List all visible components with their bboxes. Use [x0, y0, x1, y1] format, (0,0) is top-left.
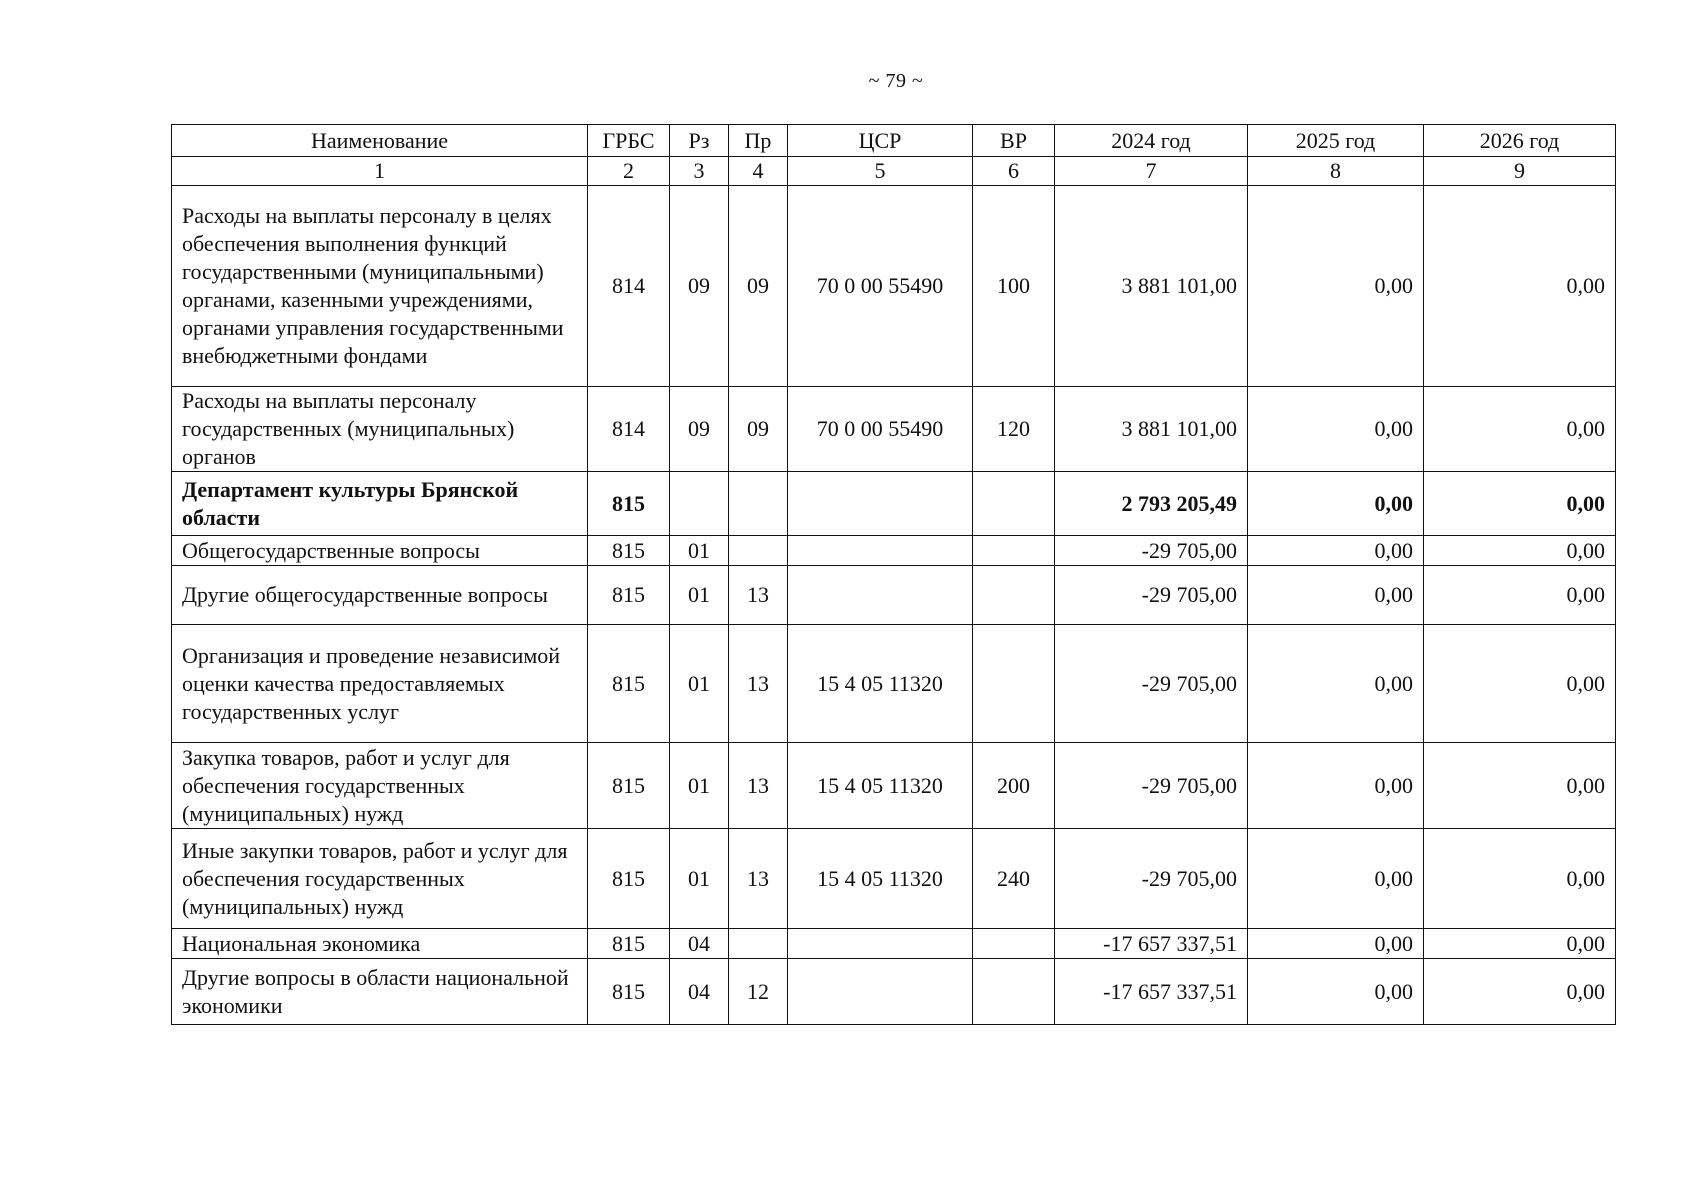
rz-cell: 09 [670, 387, 729, 472]
grbs-cell: 815 [588, 472, 670, 536]
rz-cell: 01 [670, 743, 729, 829]
grbs-cell: 815 [588, 829, 670, 929]
header-cell: ЦСР [788, 125, 973, 157]
row-name: Другие вопросы в области национальной экономики [172, 959, 588, 1025]
amount-2026: 0,00 [1424, 387, 1616, 472]
amount-2024: 3 881 101,00 [1055, 186, 1248, 387]
csr-cell: 70 0 00 55490 [788, 186, 973, 387]
table-row [172, 929, 1616, 959]
vr-cell: 200 [973, 743, 1055, 829]
rz-cell: 01 [670, 536, 729, 566]
csr-cell: 15 4 05 11320 [788, 829, 973, 929]
rz-cell: 09 [670, 186, 729, 387]
grbs-cell: 815 [588, 743, 670, 829]
header-row [172, 125, 1616, 157]
pr-cell: 13 [729, 566, 788, 625]
amount-2024: -17 657 337,51 [1055, 929, 1248, 959]
budget-table [171, 124, 1616, 1025]
amount-2025: 0,00 [1248, 625, 1424, 743]
csr-cell [788, 929, 973, 959]
table-row [172, 625, 1616, 743]
amount-2024: -29 705,00 [1055, 566, 1248, 625]
column-number: 2 [588, 157, 670, 186]
vr-cell [973, 625, 1055, 743]
vr-cell: 240 [973, 829, 1055, 929]
pr-cell: 13 [729, 829, 788, 929]
column-number-row [172, 157, 1616, 186]
amount-2025: 0,00 [1248, 829, 1424, 929]
amount-2024: -29 705,00 [1055, 829, 1248, 929]
column-number: 4 [729, 157, 788, 186]
grbs-cell: 814 [588, 387, 670, 472]
pr-cell: 09 [729, 186, 788, 387]
amount-2024: -17 657 337,51 [1055, 959, 1248, 1025]
table-row [172, 743, 1616, 829]
amount-2024: 2 793 205,49 [1055, 472, 1248, 536]
amount-2026: 0,00 [1424, 536, 1616, 566]
amount-2026: 0,00 [1424, 929, 1616, 959]
pr-cell [729, 472, 788, 536]
column-number: 6 [973, 157, 1055, 186]
vr-cell: 120 [973, 387, 1055, 472]
rz-cell: 04 [670, 929, 729, 959]
header-cell: Рз [670, 125, 729, 157]
table-row [172, 566, 1616, 625]
amount-2025: 0,00 [1248, 959, 1424, 1025]
page-number: ~ 79 ~ [868, 70, 924, 92]
table-row [172, 959, 1616, 1025]
row-name: Закупка товаров, работ и услуг для обеспечения государственных (муниципальных) нужд [172, 743, 588, 829]
pr-cell: 12 [729, 959, 788, 1025]
csr-cell: 15 4 05 11320 [788, 743, 973, 829]
csr-cell [788, 536, 973, 566]
vr-cell [973, 566, 1055, 625]
row-name: Организация и проведение независимой оценки качества предоставляемых государственных услуг [172, 625, 588, 743]
rz-cell [670, 472, 729, 536]
table-row [172, 472, 1616, 536]
column-number: 3 [670, 157, 729, 186]
pr-cell: 09 [729, 387, 788, 472]
table-row [172, 829, 1616, 929]
grbs-cell: 815 [588, 566, 670, 625]
table-row [172, 186, 1616, 387]
csr-cell [788, 566, 973, 625]
amount-2026: 0,00 [1424, 829, 1616, 929]
csr-cell [788, 959, 973, 1025]
amount-2026: 0,00 [1424, 743, 1616, 829]
csr-cell: 70 0 00 55490 [788, 387, 973, 472]
row-name: Иные закупки товаров, работ и услуг для обеспечения государственных (муниципальных) нужд [172, 829, 588, 929]
amount-2026: 0,00 [1424, 959, 1616, 1025]
pr-cell [729, 536, 788, 566]
rz-cell: 01 [670, 625, 729, 743]
column-number: 1 [172, 157, 588, 186]
amount-2025: 0,00 [1248, 743, 1424, 829]
vr-cell [973, 959, 1055, 1025]
column-number: 5 [788, 157, 973, 186]
vr-cell: 100 [973, 186, 1055, 387]
column-number: 7 [1055, 157, 1248, 186]
amount-2025: 0,00 [1248, 566, 1424, 625]
row-name: Общегосударственные вопросы [172, 536, 588, 566]
amount-2024: -29 705,00 [1055, 536, 1248, 566]
amount-2026: 0,00 [1424, 566, 1616, 625]
amount-2025: 0,00 [1248, 387, 1424, 472]
header-cell: ГРБС [588, 125, 670, 157]
csr-cell [788, 472, 973, 536]
grbs-cell: 815 [588, 625, 670, 743]
rz-cell: 04 [670, 959, 729, 1025]
pr-cell [729, 929, 788, 959]
vr-cell [973, 536, 1055, 566]
header-cell: Наименование [172, 125, 588, 157]
amount-2026: 0,00 [1424, 625, 1616, 743]
grbs-cell: 814 [588, 186, 670, 387]
grbs-cell: 815 [588, 959, 670, 1025]
amount-2025: 0,00 [1248, 536, 1424, 566]
row-name: Другие общегосударственные вопросы [172, 566, 588, 625]
amount-2025: 0,00 [1248, 186, 1424, 387]
table-row [172, 536, 1616, 566]
vr-cell [973, 929, 1055, 959]
grbs-cell: 815 [588, 536, 670, 566]
header-cell: Пр [729, 125, 788, 157]
row-name: Расходы на выплаты персоналу в целях обеспечения выполнения функций государственными (муниципальными) органами, казенными учреждениями, органами управления государственными внебюджетными фондами [172, 186, 588, 387]
pr-cell: 13 [729, 625, 788, 743]
rz-cell: 01 [670, 829, 729, 929]
header-cell: ВР [973, 125, 1055, 157]
amount-2024: 3 881 101,00 [1055, 387, 1248, 472]
amount-2024: -29 705,00 [1055, 743, 1248, 829]
amount-2026: 0,00 [1424, 186, 1616, 387]
rz-cell: 01 [670, 566, 729, 625]
row-name: Национальная экономика [172, 929, 588, 959]
row-name: Расходы на выплаты персоналу государственных (муниципальных) органов [172, 387, 588, 472]
header-cell: 2024 год [1055, 125, 1248, 157]
header-cell: 2026 год [1424, 125, 1616, 157]
column-number: 9 [1424, 157, 1616, 186]
column-number: 8 [1248, 157, 1424, 186]
amount-2026: 0,00 [1424, 472, 1616, 536]
row-name: Департамент культуры Брянской области [172, 472, 588, 536]
amount-2025: 0,00 [1248, 472, 1424, 536]
amount-2025: 0,00 [1248, 929, 1424, 959]
csr-cell: 15 4 05 11320 [788, 625, 973, 743]
vr-cell [973, 472, 1055, 536]
amount-2024: -29 705,00 [1055, 625, 1248, 743]
pr-cell: 13 [729, 743, 788, 829]
grbs-cell: 815 [588, 929, 670, 959]
table-row [172, 387, 1616, 472]
header-cell: 2025 год [1248, 125, 1424, 157]
table-body [172, 186, 1616, 1025]
